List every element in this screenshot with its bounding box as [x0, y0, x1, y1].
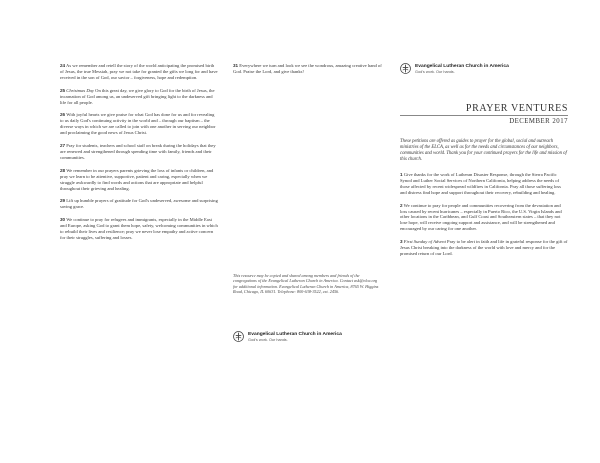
entry-text: As we remember and retell the story of the world anticipating the promised birth of Jesus, the true Messiah, pray we not take for granted the gifts we long for and have received in the son of God, our savior – forgiveness, hope and redemption.	[60, 63, 218, 80]
prayer-entry	[60, 88, 218, 106]
org-name: Evangelical Lutheran Church in America	[415, 63, 509, 69]
prayer-entry	[60, 198, 218, 210]
middle-panel	[233, 63, 383, 400]
intro-paragraph: These petitions are offered as guides to prayer for the global, social and outreach ministries of the ELCA, as well as for the needs and circumstances of our neighbors, communities and world. Thank you for your continued prayers for the life and mission of this church.	[400, 139, 567, 162]
entry-text: Give thanks for the work of Lutheran Disaster Response, through the Sierra Pacific Synod and Luther Social Services of Northern California, helping address the needs of those affected by recent widespread wildfires in California. Pray all those suffering loss and distress find hope and support throughout their recovery, rebuilding and healing.	[400, 172, 561, 195]
prayer-entry	[400, 203, 568, 233]
entry-number: 24	[60, 63, 66, 68]
entry-number: 1	[400, 172, 403, 177]
entry-text: Everywhere we turn and look we see the wondrous, amazing creative hand of God. Praise the Lord, and give thanks!	[233, 63, 382, 74]
entry-text: Pray to be alert in faith and life in grateful response for the gift of Jesus Christ breaking into the darkness of the world with love and mercy and for the promised return of our Lord.	[400, 239, 568, 256]
entry-number: 27	[60, 143, 66, 149]
elca-logo-header	[400, 63, 568, 74]
prayer-entry	[233, 63, 383, 75]
elca-logo-footer	[233, 331, 342, 342]
entry-number: 26	[60, 112, 66, 118]
entry-text: With joyful hearts we give praise for what God has done for us and for revealing to us daily God's continuing activity in the world and – through our baptism – the diverse ways in which we are called to join with one another in serving our neighbor and proclaiming the good news of Jesus Christ.	[60, 112, 216, 136]
entry-occasion: First Sunday of Advent	[403, 239, 446, 245]
title-block	[400, 98, 568, 125]
entry-text: Lift up humble prayers of gratitude for God's undeserved, awesome and surprising saving grace.	[60, 198, 218, 210]
entry-text: We continue to pray for refugees and immigrants, especially in the Middle East and Europe, asking God to grant them hope, safety, welcoming communities in which to rebuild their lives and resilience; pray we never lose empathy and active concern for their struggles, suffering and losses.	[60, 217, 218, 240]
entry-text: Pray for students, teachers and school staff on break during the holidays that they are renewed and strengthened through spending time with family, friends and their communities.	[60, 143, 216, 160]
entry-text: We remember in our prayers parents grieving the loss of infants or children, and pray we learn to be attentive, supportive, patient and caring, especially when we struggle awkwardly to find words and actions that are appropriate and helpful throughout their grieving and healing.	[60, 167, 214, 191]
org-tagline: God's work. Our hands.	[248, 337, 288, 342]
entry-number: 3	[400, 239, 403, 245]
elca-cross-icon	[233, 331, 244, 342]
org-tagline: God's work. Our hands.	[415, 69, 455, 74]
copyright-notice: This resource may be copied and shared among members and friends of the congregations of the Evangelical Lutheran Church in America. Contact ask@elca.org for additional information. Evangelical Lutheran Church in America, 8765 W. Higgins Road, Chicago, IL 60631. Telephone: 800-638-3522, ext. 2456.	[233, 273, 379, 295]
entry-occasion: Christmas Day	[66, 87, 94, 93]
entry-number: 2	[400, 202, 403, 208]
right-panel	[400, 63, 568, 463]
entry-number: 31	[233, 63, 239, 68]
prayer-entry	[400, 172, 568, 196]
elca-cross-icon	[400, 63, 411, 74]
prayer-entry	[400, 239, 568, 257]
document-date: DECEMBER 2017	[509, 118, 568, 125]
document-title: PRAYER VENTURES	[400, 103, 568, 116]
org-name: Evangelical Lutheran Church in America	[248, 331, 342, 337]
entry-number: 28	[60, 167, 66, 173]
prayer-entry	[60, 63, 218, 81]
prayer-entry	[60, 143, 218, 161]
left-panel	[60, 63, 218, 463]
entry-number: 30	[60, 217, 66, 223]
prayer-entry	[60, 112, 218, 136]
entry-number: 29	[60, 198, 66, 204]
entry-text: On this great day, we give glory to God for the birth of Jesus, the incarnation of God among us, an undeserved gift bringing light to the darkness and life for all people.	[60, 87, 215, 105]
entry-number: 25	[60, 87, 66, 93]
entry-text: We continue to pray for people and communities recovering from the devastation and loss caused by recent hurricanes – especially in Puerto Rico, the U.S. Virgin Islands and other locations in the Caribbean, and Gulf Coast and Southeastern states – that they not lose hope, will receive ongoing support and assistance, and will be strengthened and encouraged by our caring for one another.	[400, 202, 562, 232]
prayer-entry	[60, 168, 218, 192]
prayer-entry	[60, 217, 218, 241]
